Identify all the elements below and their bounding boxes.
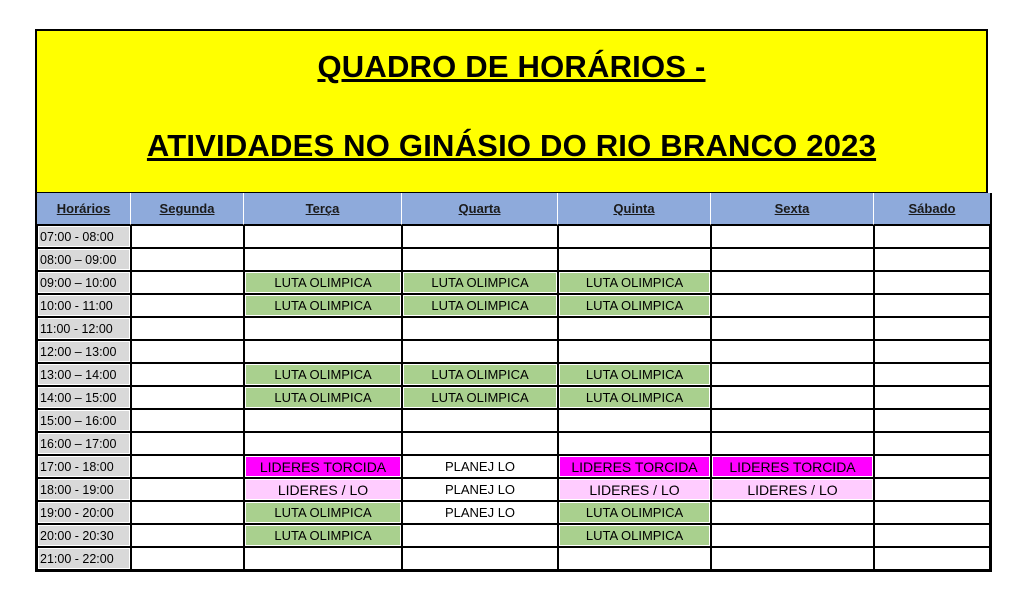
table-row — [37, 271, 990, 294]
table-row — [37, 524, 990, 547]
header-sabado: Sábado — [874, 193, 990, 225]
table-row — [37, 455, 990, 478]
table-row — [37, 225, 990, 248]
cell-quinta: LUTA OLIMPICA — [558, 271, 711, 294]
time-slot-cell: 07:00 - 08:00 — [37, 225, 131, 248]
cell-quinta — [558, 432, 711, 455]
cell-terca — [244, 248, 402, 271]
cell-quarta — [402, 317, 558, 340]
cell-segunda — [131, 501, 244, 524]
cell-terca: LUTA OLIMPICA — [244, 363, 402, 386]
cell-segunda — [131, 225, 244, 248]
cell-sexta — [711, 271, 874, 294]
cell-sexta — [711, 225, 874, 248]
cell-segunda — [131, 340, 244, 363]
cell-terca — [244, 432, 402, 455]
cell-sexta — [711, 340, 874, 363]
time-slot-cell: 20:00 - 20:30 — [37, 524, 131, 547]
cell-quinta — [558, 409, 711, 432]
cell-sabado — [874, 547, 990, 570]
header-row — [37, 193, 990, 225]
time-slot-cell: 14:00 – 15:00 — [37, 386, 131, 409]
cell-sabado — [874, 294, 990, 317]
table-row — [37, 363, 990, 386]
cell-sabado — [874, 478, 990, 501]
cell-quinta: LIDERES TORCIDA — [558, 455, 711, 478]
cell-sabado — [874, 455, 990, 478]
cell-terca — [244, 340, 402, 363]
cell-sabado — [874, 386, 990, 409]
cell-terca — [244, 225, 402, 248]
time-slot-cell: 15:00 – 16:00 — [37, 409, 131, 432]
cell-sexta — [711, 386, 874, 409]
time-slot-cell: 10:00 - 11:00 — [37, 294, 131, 317]
cell-quinta: LUTA OLIMPICA — [558, 294, 711, 317]
cell-quinta: LUTA OLIMPICA — [558, 501, 711, 524]
schedule-body — [37, 225, 990, 570]
cell-sexta — [711, 524, 874, 547]
header-terca: Terça — [244, 193, 402, 225]
cell-segunda — [131, 294, 244, 317]
schedule-sheet — [35, 29, 988, 572]
table-row — [37, 248, 990, 271]
header-quinta: Quinta — [558, 193, 711, 225]
time-slot-cell: 18:00 - 19:00 — [37, 478, 131, 501]
cell-quarta: LUTA OLIMPICA — [402, 294, 558, 317]
cell-sexta — [711, 409, 874, 432]
table-row — [37, 478, 990, 501]
time-slot-cell: 11:00 - 12:00 — [37, 317, 131, 340]
cell-segunda — [131, 363, 244, 386]
cell-quarta — [402, 524, 558, 547]
header-sexta: Sexta — [711, 193, 874, 225]
time-slot-cell: 21:00 - 22:00 — [37, 547, 131, 570]
cell-terca: LUTA OLIMPICA — [244, 501, 402, 524]
cell-segunda — [131, 386, 244, 409]
cell-segunda — [131, 317, 244, 340]
cell-quinta — [558, 225, 711, 248]
table-row — [37, 340, 990, 363]
title-banner — [35, 29, 988, 193]
cell-quarta — [402, 409, 558, 432]
cell-sabado — [874, 248, 990, 271]
cell-sexta: LIDERES / LO — [711, 478, 874, 501]
cell-segunda — [131, 409, 244, 432]
cell-quinta: LUTA OLIMPICA — [558, 363, 711, 386]
cell-sexta: LIDERES TORCIDA — [711, 455, 874, 478]
cell-sabado — [874, 363, 990, 386]
title-line-1: QUADRO DE HORÁRIOS - — [317, 49, 706, 84]
time-slot-cell: 09:00 – 10:00 — [37, 271, 131, 294]
time-slot-cell: 17:00 - 18:00 — [37, 455, 131, 478]
cell-quinta: LIDERES / LO — [558, 478, 711, 501]
cell-quarta: PLANEJ LO — [402, 478, 558, 501]
cell-segunda — [131, 478, 244, 501]
title-line-2: ATIVIDADES NO GINÁSIO DO RIO BRANCO 2023 — [146, 128, 877, 163]
cell-sexta — [711, 501, 874, 524]
cell-quinta: LUTA OLIMPICA — [558, 386, 711, 409]
cell-sabado — [874, 271, 990, 294]
schedule-table — [35, 193, 992, 572]
cell-quinta: LUTA OLIMPICA — [558, 524, 711, 547]
cell-quarta — [402, 225, 558, 248]
time-slot-cell: 16:00 – 17:00 — [37, 432, 131, 455]
cell-segunda — [131, 524, 244, 547]
cell-terca — [244, 547, 402, 570]
cell-sabado — [874, 225, 990, 248]
cell-quinta — [558, 547, 711, 570]
time-slot-cell: 12:00 – 13:00 — [37, 340, 131, 363]
time-slot-cell: 13:00 – 14:00 — [37, 363, 131, 386]
cell-segunda — [131, 432, 244, 455]
table-row — [37, 317, 990, 340]
cell-sabado — [874, 524, 990, 547]
cell-sexta — [711, 547, 874, 570]
cell-sabado — [874, 340, 990, 363]
cell-terca — [244, 409, 402, 432]
table-row — [37, 386, 990, 409]
cell-sexta — [711, 248, 874, 271]
cell-quarta — [402, 547, 558, 570]
table-row — [37, 432, 990, 455]
cell-terca: LIDERES TORCIDA — [244, 455, 402, 478]
cell-segunda — [131, 248, 244, 271]
cell-sabado — [874, 432, 990, 455]
cell-segunda — [131, 271, 244, 294]
table-row — [37, 501, 990, 524]
cell-quinta — [558, 317, 711, 340]
cell-terca — [244, 317, 402, 340]
cell-quarta — [402, 248, 558, 271]
cell-terca: LUTA OLIMPICA — [244, 271, 402, 294]
header-quarta: Quarta — [402, 193, 558, 225]
cell-segunda — [131, 547, 244, 570]
cell-terca: LUTA OLIMPICA — [244, 524, 402, 547]
cell-quarta: LUTA OLIMPICA — [402, 386, 558, 409]
time-slot-cell: 19:00 - 20:00 — [37, 501, 131, 524]
cell-segunda — [131, 455, 244, 478]
cell-sexta — [711, 317, 874, 340]
cell-quarta: PLANEJ LO — [402, 501, 558, 524]
table-row — [37, 409, 990, 432]
table-row — [37, 294, 990, 317]
cell-sabado — [874, 501, 990, 524]
cell-quarta: LUTA OLIMPICA — [402, 363, 558, 386]
header-horarios: Horários — [37, 193, 131, 225]
cell-sabado — [874, 317, 990, 340]
table-row — [37, 547, 990, 570]
cell-quarta — [402, 432, 558, 455]
cell-quarta — [402, 340, 558, 363]
cell-sexta — [711, 432, 874, 455]
header-segunda: Segunda — [131, 193, 244, 225]
cell-terca: LIDERES / LO — [244, 478, 402, 501]
cell-quinta — [558, 340, 711, 363]
cell-sexta — [711, 363, 874, 386]
time-slot-cell: 08:00 – 09:00 — [37, 248, 131, 271]
cell-quarta: PLANEJ LO — [402, 455, 558, 478]
cell-terca: LUTA OLIMPICA — [244, 386, 402, 409]
cell-quarta: LUTA OLIMPICA — [402, 271, 558, 294]
cell-sabado — [874, 409, 990, 432]
cell-sexta — [711, 294, 874, 317]
cell-terca: LUTA OLIMPICA — [244, 294, 402, 317]
cell-quinta — [558, 248, 711, 271]
